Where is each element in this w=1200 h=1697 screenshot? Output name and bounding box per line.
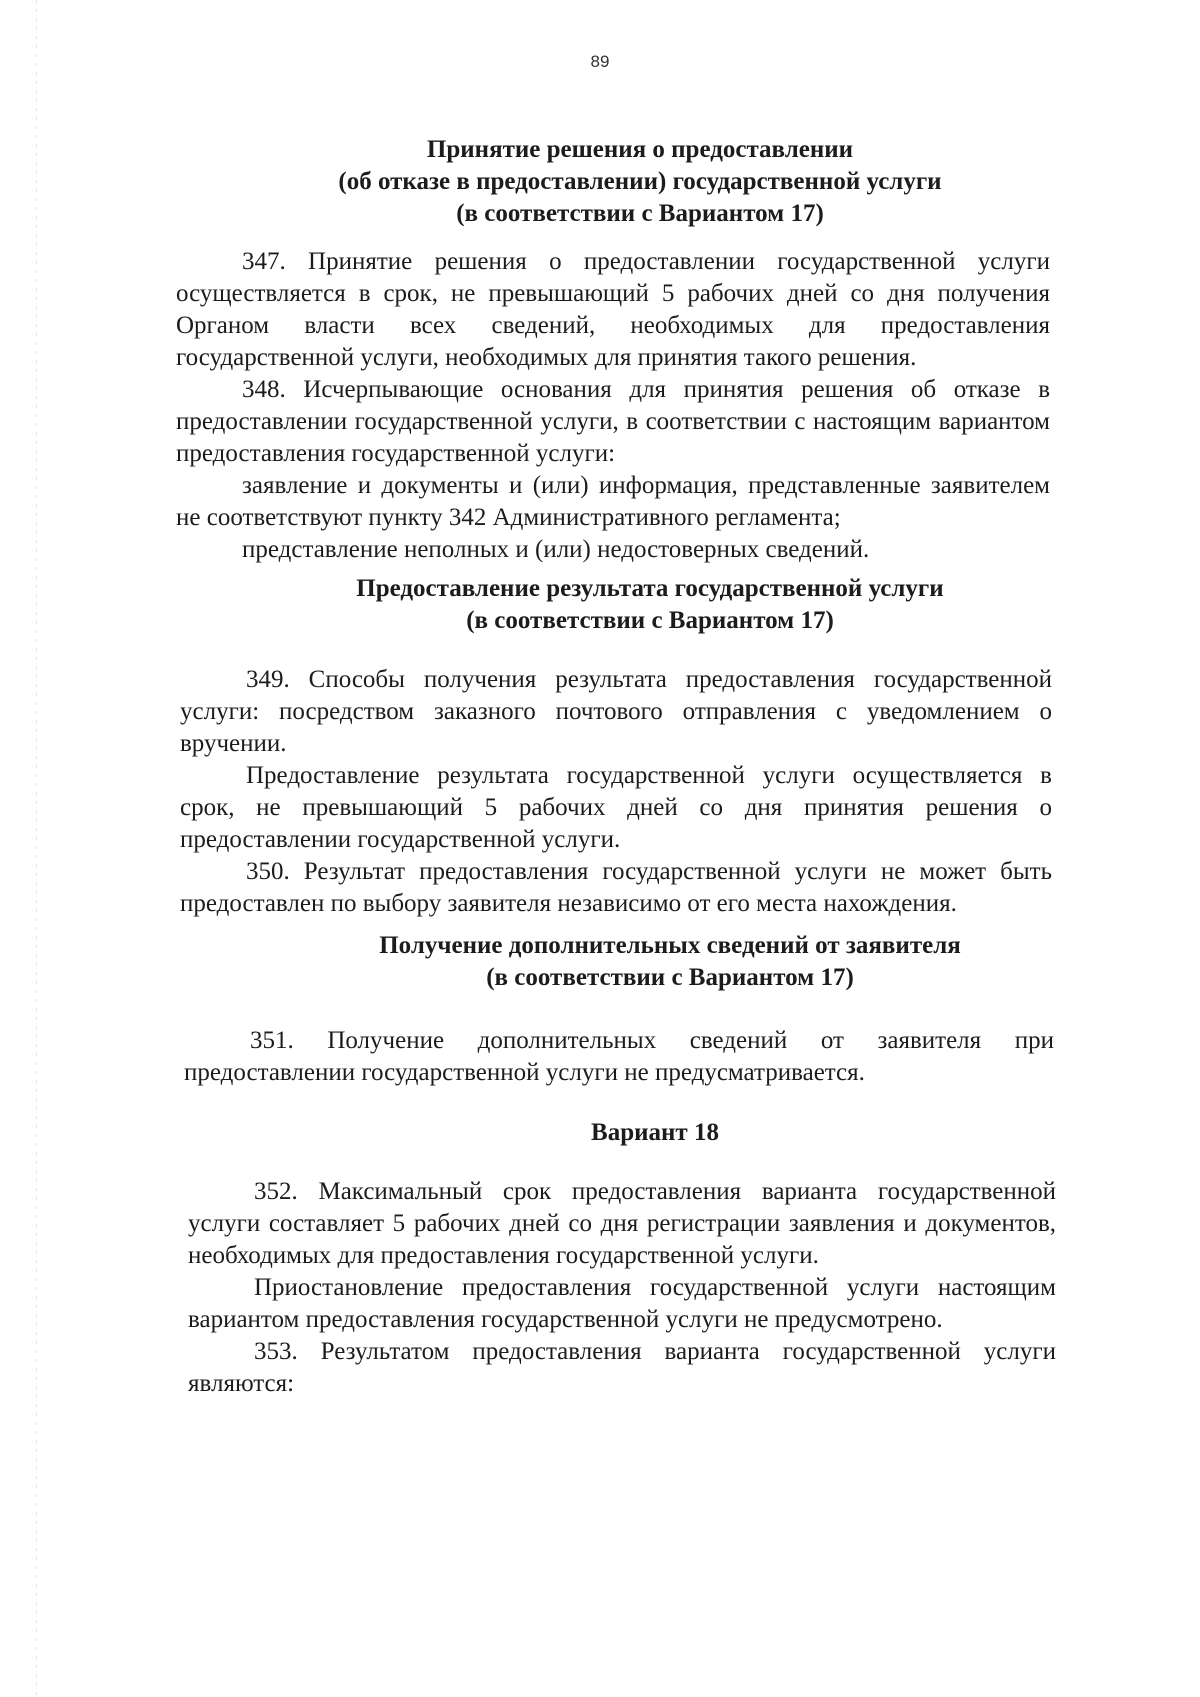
paragraph-348: 348. Исчерпывающие основания для принятия решения об отказе в предоставлении государственной услуги, в соответствии с настоящим вариантом предоставления государственной услуги:	[176, 376, 1050, 467]
heading-line: Предоставление результата государственной услуги	[356, 575, 944, 602]
paragraph-349: 349. Способы получения результата предоставления государственной услуги: посредством заказного почтового отправления с уведомлением о вручении.	[180, 666, 1052, 757]
heading-line: Принятие решения о предоставлении	[426, 136, 854, 163]
paragraph-352: 352. Максимальный срок предоставления варианта государственной услуги составляет 5 рабочих дней со дня регистрации заявления и документов, необходимых для предоставления государственной услуги.	[188, 1178, 1056, 1269]
section-heading-decision	[300, 134, 980, 230]
section-body-decision	[176, 246, 1050, 566]
paragraph-351: 351. Получение дополнительных сведений от заявителя при предоставлении государственной услуги не предусматривается.	[184, 1027, 1054, 1086]
heading-line: (в соответствии с Вариантом 17)	[466, 607, 834, 634]
paragraph-347: 347. Принятие решения о предоставлении государственной услуги осуществляется в срок, не превышающий 5 рабочих дней со дня получения Органом власти всех сведений, необходимых для предоставления государственной услуги, необходимых для принятия такого решения.	[176, 248, 1050, 371]
heading-line: Вариант 18	[591, 1119, 719, 1146]
heading-line: Получение дополнительных сведений от заявителя	[379, 932, 961, 959]
section-body-additional-info	[184, 1025, 1054, 1089]
paragraph-348-item-2: представление неполных и (или) недостоверных сведений.	[242, 536, 870, 563]
section-heading-additional-info	[300, 930, 1040, 994]
section-heading-variant-18	[300, 1117, 1010, 1149]
paragraph-352-suspension: Приостановление предоставления государственной услуги настоящим вариантом предоставления государственной услуги не предусмотрено.	[188, 1274, 1056, 1333]
section-body-variant-18	[188, 1176, 1056, 1400]
heading-line: (об отказе в предоставлении) государственной услуги	[338, 168, 942, 195]
paragraph-353: 353. Результатом предоставления варианта государственной услуги являются:	[188, 1338, 1056, 1397]
heading-line: (в соответствии с Вариантом 17)	[456, 200, 824, 227]
scan-edge-marks	[36, 0, 37, 1697]
heading-line: (в соответствии с Вариантом 17)	[486, 964, 854, 991]
section-body-result	[180, 664, 1052, 920]
paragraph-350: 350. Результат предоставления государственной услуги не может быть предоставлен по выбору заявителя независимо от его места нахождения.	[180, 858, 1052, 917]
paragraph-348-item-1: заявление и документы и (или) информация, представленные заявителем не соответствуют пункту 342 Административного регламента;	[176, 472, 1050, 531]
section-heading-result	[300, 573, 1000, 637]
paragraph-349-term: Предоставление результата государственной услуги осуществляется в срок, не превышающий 5 рабочих дней со дня принятия решения о предоставлении государственной услуги.	[180, 762, 1052, 853]
page-number: 89	[590, 52, 610, 71]
